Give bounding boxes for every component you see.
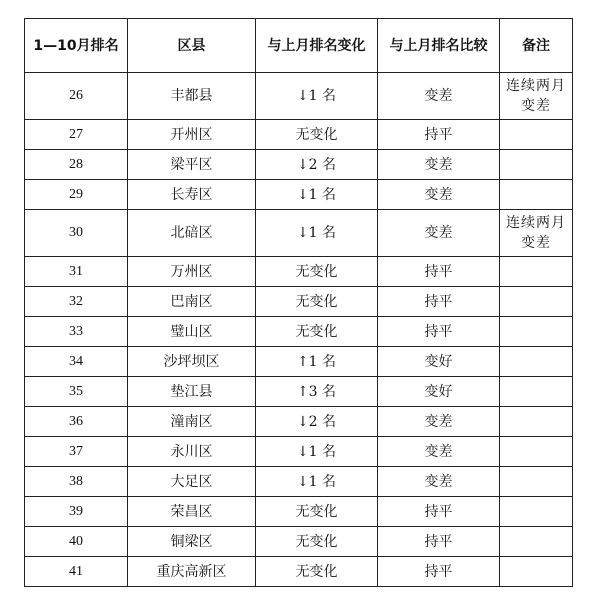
cell-rank: 30 [25, 210, 128, 257]
cell-compare: 变好 [378, 347, 500, 377]
cell-change: 无变化 [256, 497, 378, 527]
cell-note [500, 150, 573, 180]
ranking-table-container [24, 18, 573, 587]
cell-district: 铜梁区 [128, 527, 256, 557]
cell-change: ↓1 名 [256, 437, 378, 467]
cell-district: 开州区 [128, 120, 256, 150]
cell-district: 梁平区 [128, 150, 256, 180]
cell-note [500, 317, 573, 347]
table-row [25, 557, 573, 587]
cell-note [500, 257, 573, 287]
cell-note [500, 437, 573, 467]
table-row [25, 210, 573, 257]
table-row [25, 150, 573, 180]
cell-compare: 持平 [378, 527, 500, 557]
cell-rank: 26 [25, 73, 128, 120]
cell-note [500, 467, 573, 497]
cell-change: 无变化 [256, 287, 378, 317]
cell-rank: 29 [25, 180, 128, 210]
table-row [25, 180, 573, 210]
table-row [25, 257, 573, 287]
cell-note [500, 377, 573, 407]
cell-compare: 持平 [378, 317, 500, 347]
cell-rank: 34 [25, 347, 128, 377]
cell-change: 无变化 [256, 257, 378, 287]
cell-district: 巴南区 [128, 287, 256, 317]
cell-note [500, 180, 573, 210]
table-row [25, 467, 573, 497]
cell-compare: 变差 [378, 467, 500, 497]
cell-compare: 变差 [378, 150, 500, 180]
cell-district: 永川区 [128, 437, 256, 467]
cell-compare: 变差 [378, 407, 500, 437]
cell-note: 连续两月变差 [500, 73, 573, 120]
cell-district: 长寿区 [128, 180, 256, 210]
cell-note [500, 120, 573, 150]
cell-rank: 36 [25, 407, 128, 437]
cell-district: 荣昌区 [128, 497, 256, 527]
cell-rank: 41 [25, 557, 128, 587]
cell-change: 无变化 [256, 120, 378, 150]
cell-district: 璧山区 [128, 317, 256, 347]
cell-district: 垫江县 [128, 377, 256, 407]
cell-change: ↓2 名 [256, 150, 378, 180]
cell-compare: 变差 [378, 210, 500, 257]
cell-change: ↓1 名 [256, 467, 378, 497]
cell-change: 无变化 [256, 317, 378, 347]
cell-rank: 31 [25, 257, 128, 287]
table-row [25, 407, 573, 437]
table-body [25, 73, 573, 587]
cell-note: 连续两月变差 [500, 210, 573, 257]
cell-district: 重庆高新区 [128, 557, 256, 587]
cell-compare: 持平 [378, 287, 500, 317]
cell-rank: 40 [25, 527, 128, 557]
cell-district: 北碚区 [128, 210, 256, 257]
cell-change: 无变化 [256, 557, 378, 587]
cell-district: 大足区 [128, 467, 256, 497]
cell-rank: 27 [25, 120, 128, 150]
cell-compare: 变差 [378, 73, 500, 120]
cell-district: 潼南区 [128, 407, 256, 437]
cell-compare: 持平 [378, 257, 500, 287]
cell-rank: 28 [25, 150, 128, 180]
cell-compare: 变好 [378, 377, 500, 407]
cell-compare: 持平 [378, 497, 500, 527]
table-row [25, 377, 573, 407]
cell-note [500, 557, 573, 587]
cell-district: 丰都县 [128, 73, 256, 120]
header-rank: 1—10月排名 [25, 19, 128, 73]
cell-rank: 37 [25, 437, 128, 467]
cell-change: ↑3 名 [256, 377, 378, 407]
cell-change: ↓1 名 [256, 210, 378, 257]
table-header-row [25, 19, 573, 73]
cell-rank: 38 [25, 467, 128, 497]
cell-change: ↓2 名 [256, 407, 378, 437]
table-row [25, 497, 573, 527]
cell-change: ↑1 名 [256, 347, 378, 377]
cell-compare: 持平 [378, 120, 500, 150]
cell-note [500, 497, 573, 527]
cell-rank: 33 [25, 317, 128, 347]
table-row [25, 287, 573, 317]
table-row [25, 317, 573, 347]
cell-rank: 32 [25, 287, 128, 317]
cell-note [500, 527, 573, 557]
table-row [25, 347, 573, 377]
table-row [25, 73, 573, 120]
cell-rank: 39 [25, 497, 128, 527]
header-note: 备注 [500, 19, 573, 73]
ranking-table [24, 18, 573, 587]
cell-change: 无变化 [256, 527, 378, 557]
cell-note [500, 347, 573, 377]
cell-compare: 持平 [378, 557, 500, 587]
cell-note [500, 407, 573, 437]
header-district: 区县 [128, 19, 256, 73]
header-change: 与上月排名变化 [256, 19, 378, 73]
cell-note [500, 287, 573, 317]
cell-change: ↓1 名 [256, 73, 378, 120]
cell-district: 万州区 [128, 257, 256, 287]
cell-district: 沙坪坝区 [128, 347, 256, 377]
cell-compare: 变差 [378, 180, 500, 210]
cell-change: ↓1 名 [256, 180, 378, 210]
cell-compare: 变差 [378, 437, 500, 467]
cell-rank: 35 [25, 377, 128, 407]
table-row [25, 527, 573, 557]
header-compare: 与上月排名比较 [378, 19, 500, 73]
table-row [25, 120, 573, 150]
table-row [25, 437, 573, 467]
